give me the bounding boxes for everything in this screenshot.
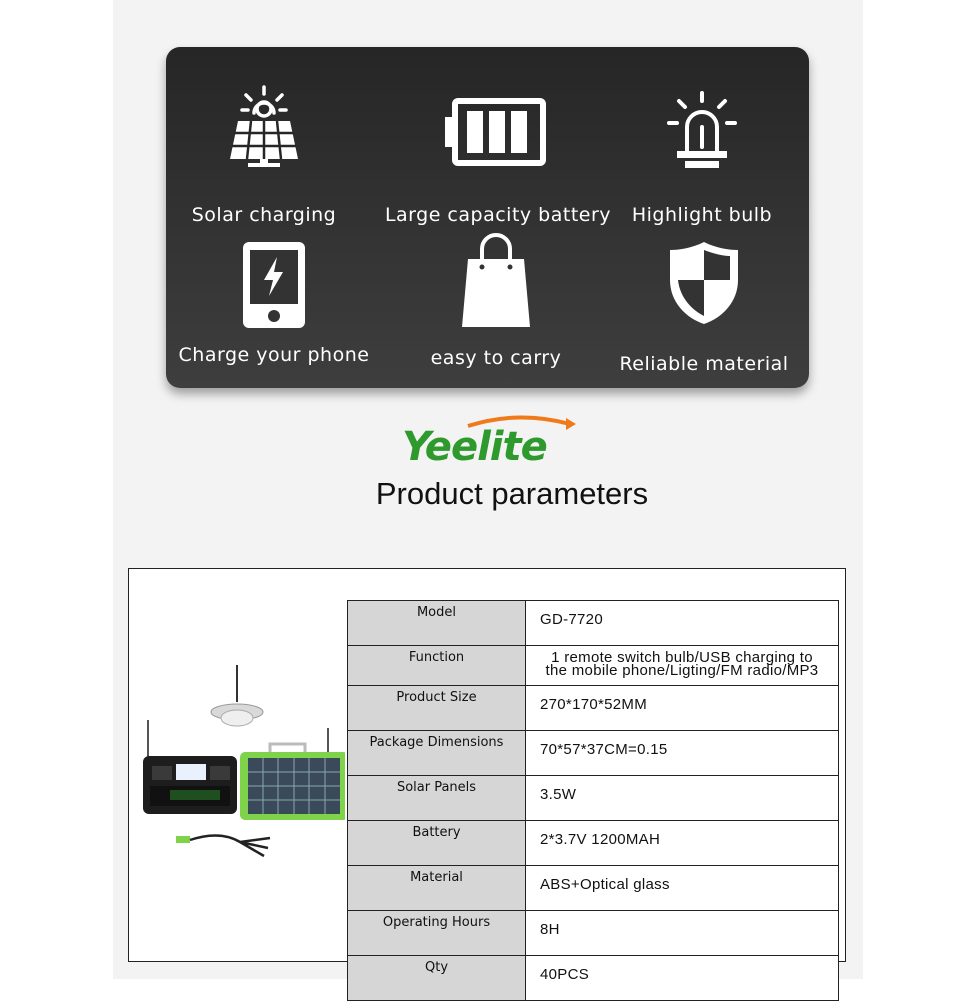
param-value: 270*170*52MM — [526, 686, 839, 731]
table-row — [348, 686, 839, 731]
feature-solar-charging — [149, 85, 379, 255]
param-value: 8H — [526, 911, 839, 956]
table-row — [348, 731, 839, 776]
table-row — [348, 646, 839, 686]
param-value: 2*3.7V 1200MAH — [526, 821, 839, 866]
solar-panel-icon — [224, 85, 304, 169]
param-value: 3.5W — [526, 776, 839, 821]
feature-label: Large capacity battery — [384, 204, 612, 226]
phone-charge-icon — [241, 240, 307, 330]
feature-label: easy to carry — [430, 347, 562, 369]
param-value: ABS+Optical glass — [526, 866, 839, 911]
param-key: Function — [348, 646, 526, 686]
param-key: Product Size — [348, 686, 526, 731]
param-key: Material — [348, 866, 526, 911]
feature-label: Solar charging — [191, 204, 337, 226]
feature-charge-phone — [159, 240, 389, 400]
param-value — [526, 646, 839, 686]
table-row — [348, 956, 839, 1001]
feature-label: Reliable material — [619, 353, 789, 375]
param-value-line: 1 remote switch bulb/USB charging to — [551, 649, 813, 666]
section-title: Product parameters — [375, 476, 649, 511]
brand-name: Yeelite — [402, 424, 547, 468]
param-key: Package Dimensions — [348, 731, 526, 776]
feature-easy-carry — [381, 233, 611, 393]
table-row — [348, 911, 839, 956]
brand-logo — [398, 412, 580, 468]
param-value: GD-7720 — [526, 601, 839, 646]
param-key: Operating Hours — [348, 911, 526, 956]
feature-card — [166, 47, 809, 388]
product-photo — [140, 660, 345, 860]
feature-reliable-material — [589, 240, 819, 400]
param-key: Model — [348, 601, 526, 646]
shopping-bag-icon — [460, 233, 532, 329]
param-value-line: the mobile phone/Ligting/FM radio/MP3 — [545, 662, 819, 679]
bulb-icon — [665, 91, 739, 171]
table-row — [348, 866, 839, 911]
table-row — [348, 776, 839, 821]
battery-icon — [443, 97, 553, 167]
feature-label: Highlight bulb — [631, 204, 773, 226]
params-table — [347, 600, 839, 1001]
param-key: Qty — [348, 956, 526, 1001]
param-value: 40PCS — [526, 956, 839, 1001]
table-row — [348, 601, 839, 646]
feature-label: Charge your phone — [178, 344, 370, 366]
param-key: Solar Panels — [348, 776, 526, 821]
param-key: Battery — [348, 821, 526, 866]
feature-highlight-bulb — [587, 91, 817, 251]
table-row — [348, 821, 839, 866]
shield-icon — [668, 240, 740, 326]
param-value: 70*57*37CM=0.15 — [526, 731, 839, 776]
